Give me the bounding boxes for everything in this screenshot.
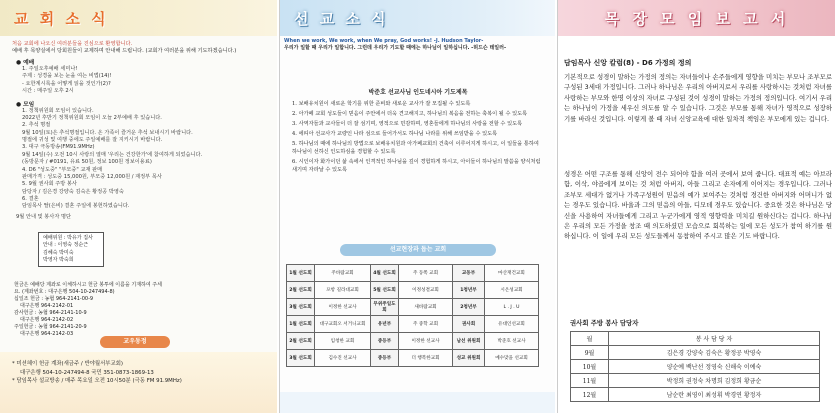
month-cell: 11월 [571, 374, 609, 388]
prayer-item: 3. 사역자들과 교사들이 더 잘 섬기며, 영적으로 민감하며, 영혼들에게 하나님의 사랑을 전할 수 있도록 [292, 121, 523, 128]
table-row [571, 388, 820, 402]
church-news-body [16, 54, 266, 221]
table-cell: 더 행복한교회 [399, 350, 453, 367]
offering-row: 대구은행 964-2142-02 [20, 317, 74, 323]
table-cell: 주 동쪽 교회 [399, 265, 453, 282]
table-cell: 1청년부 [453, 282, 485, 299]
names-cell: 양순예 백난선 정영숙 신해숙 이예숙 [609, 360, 820, 374]
service-title: 권사회 주방 봉사 담당자 [570, 319, 639, 327]
names-cell: 김은경 강양숙 김숙은 황정공 박영숙 [609, 346, 820, 360]
column-paragraph: 기본적으로 성경이 말하는 가정의 정의는 자녀들이나 손주들에게 영향을 미치는 부모나 조부모로 구성된 3세대 가정입니다. 그러나 하나님은 우리의 아버지로서 우리를 사랑하시는 것처럼 자녀를 사랑하는 부모와 한명 이상의 자녀로 구성된 것이 성경이 말하는 가정의 정의입니다. 여기서 우리는 하나님이 가정을 세우신 의도를 알 수 있습니다. 그것은 부모를 통해 자녀가 영적으로 성장하기를 바라신 것입니다. 이렇게 볼 때 자녀 신앙교육에 대한 일차적 책임은 부모에게 있는 겁니다. [564, 73, 832, 123]
table-cell: 2월 선도회 [287, 282, 315, 299]
names-cell: 박정희 권정숙 차명희 김정희 황금순 [609, 374, 820, 388]
section-heading-meetings: ● 모임 [16, 101, 35, 108]
table-cell: 2청년부 [453, 299, 485, 316]
table-row [287, 350, 539, 367]
staff-line: 박영자 박숙희 [43, 256, 74, 263]
table-cell: 교동부 [453, 265, 485, 282]
table-cell: L . J . U [485, 299, 539, 316]
staff-line: 김혜숙 박미숙 [43, 249, 74, 256]
meeting-line: 3. 대구 극동방송(FM91.9MHz) [22, 144, 95, 151]
month-cell: 12월 [571, 388, 609, 402]
offering-row: 대구은행 964-2142-01 [20, 303, 74, 309]
church-news-banner [0, 0, 277, 36]
table-cell: 성교 위원회 [453, 350, 485, 367]
mission-table [286, 264, 539, 367]
table-cell: 포항 길라대교회 [315, 282, 371, 299]
table-cell: 중등부 [371, 350, 399, 367]
table-row [287, 265, 539, 282]
footer-line: * 담임목사 설교방송 / 매주 목요일 오전 10시50분 (극동 FM 91.9MHz) [12, 378, 182, 385]
meeting-line: 판매가격 : 성도중 15,000원, 부모중 12,000원 / 재정부 목사 [22, 173, 162, 180]
table-cell: 대구교회오 서거니교회 [315, 316, 371, 333]
mission-news-banner [280, 0, 555, 36]
column-heading: 담임목사 신앙 칼럼(8) - D6 가정의 정의 [564, 59, 692, 67]
table-cell: 1월 선도회 [287, 316, 315, 333]
header-cell: 월 [571, 332, 609, 346]
meeting-line: 9월 10일(토)은 추석명절입니다. 온 가족이 즐거운 추석 보내시기 바랍니다. [22, 129, 193, 136]
meeting-line: 담당자 / 김은경 강양숙 김숙은 황정공 박영숙 [22, 188, 124, 195]
table-row [571, 360, 820, 374]
meeting-line: 명절에 귀성 및 여행 중에도 주일예배를 잘 지키시기 바랍니다. [22, 137, 163, 143]
table-cell: 이정한 선교사 [399, 333, 453, 350]
mission-news-title: 선 교 소 식 [294, 9, 389, 28]
mission-news-panel [279, 0, 555, 413]
worship-line: 1. 주일오후예배 세미나! [22, 66, 78, 72]
column-paragraph: 성경은 어떤 구조를 통해 신앙이 전수 되어야 함을 여러 곳에서 보여 줍니다. 대표적 예는 아브라함, 이삭, 야곱에게 보이는 것 처럼 아버지, 아들 그리고 손자에게 이어지는 경우입니다. 그러나 조부모 세대가 없거나 가족구성원이 믿음의 예가 보여주는 것처럼 경건한 아버지와 어머니가 없는 경우도 있습니다. 바울과 그의 믿음의 아들, 디모데 경우도 있습니다. 중요한 것은 하나님은 당신을 사용하여 자녀들에게 그리고 누군가에게 영적 영향력을 미치길 원하신다는 겁니다. 하나님은 우리의 모든 가정을 창조 때 의도하셨던 모습으로 회복하는 일에 모든 성도가 참여 하기를 원하십니다. 이 일에 우리 모든 성도들께서 동참하여 주시고 많은 기도 바랍니다. [564, 170, 832, 241]
service-table [570, 331, 820, 402]
worship-line: 시간 : 매주일 오후 2시 [22, 88, 74, 95]
meeting-line: 담임목사 딸(은비) 결혼 주일에 봉헌하였습니다. [22, 203, 130, 210]
table-cell: 이정성결교회 [399, 282, 453, 299]
quote-english: When we work, We work, when We pray, God works! -J. Hudson Taylor- [284, 38, 484, 44]
offering-row: 감사헌금 : 농협 964-2141-10-9 [14, 310, 87, 316]
names-cell: 남순란 최영이 최성휘 박경연 황정자 [609, 388, 820, 402]
table-cell: 이정한 선교사 [315, 299, 371, 316]
intro-line: 예배 후 목양실에서 당회원들이 교제하며 안내해 드립니다. (교회가 여러분을 위해 기도하겠습니다.) [12, 48, 237, 55]
staff-heading: 9월 안내 및 봉사자 명단 [16, 213, 71, 220]
month-cell: 9월 [571, 346, 609, 360]
table-cell: 주 중학 교회 [399, 316, 453, 333]
church-news-panel [0, 0, 277, 413]
prayer-item: 6. 시인이자 화가이던 삶 속에서 인격적인 하나님을 깊이 경험하게 하시고, 아이들이 하나님의 말씀을 양식처럼 새기며 자라날 수 있도록 [292, 159, 541, 174]
prayer-item: 1. 보배유치원이 새로운 학기를 위한 준비와 새로운 교사가 잘 모집될 수 있도록 [292, 101, 471, 107]
table-cell: 2월 선도회 [287, 333, 315, 350]
prayer-item: 5. 하나님의 때에 하나님의 방법으로 보배유치원과 아가페교회의 건축이 이루어지게 하시고, 이 일들을 통하여 하나님이 선하신 인도하심을 경험할 수 있도록 [292, 141, 539, 156]
footer-line: * 미션헤이 헌금 계좌(새금주 / 반야월서부교회) [12, 361, 124, 367]
prayer-title: 박준호 선교사님 인도네시아 기도제목 [368, 89, 468, 96]
table-cell: 4월 선도회 [371, 265, 399, 282]
intro-line: 처음 교회에 나오신 여러분들을 진심으로 환영합니다. [12, 41, 133, 47]
table-cell: 주바람교회 [315, 265, 371, 282]
table-cell: 3월 선도회 [287, 350, 315, 367]
group-report-panel [557, 0, 835, 413]
group-report-title: 목 장 모 임 보 고 서 [604, 9, 790, 28]
offering-row: 십일조 헌금 : 농협 964-2141-00-9 [14, 296, 94, 302]
meeting-line: 6. 결혼 [22, 196, 39, 202]
offering-intro: 헌금은 예배당 계좌로 이체하시고 헌금 봉투에 이름을 기재하여 주세요. (계좌번호 : 대구은행 504-10-247494-8) [14, 282, 162, 295]
table-cell: 3월 선도회 [287, 299, 315, 316]
table-row [287, 316, 539, 333]
offering-row: 대구은행 964-2142-03 [20, 331, 74, 337]
bottom-band [280, 392, 555, 413]
prayer-item: 4. 에띠아 선교사가 교량인 나라 섬으로 들어가서도 하나님 나라를 위해 쓰임받을 수 있도록 [292, 131, 498, 138]
prayer-item: 2. 아가페 교회 성도들이 믿음이 주안에서 더욱 견고해지고, 하나님의 복음을 전하는 축복이 될 수 있도록 [292, 111, 528, 118]
table-cell: 유대인선교회 [485, 316, 539, 333]
table-row [571, 374, 820, 388]
month-cell: 10월 [571, 360, 609, 374]
header-cell: 봉 사 담 당 자 [609, 332, 820, 346]
table-cell: 1월 선도회 [287, 265, 315, 282]
group-report-banner [558, 0, 835, 36]
table-cell: 시온성교회 [485, 282, 539, 299]
meeting-line: 9월 14일(수) 오전 10시 사랑의 열매 '우리는 건강한가'에 참여하게 되었습니다. [22, 151, 203, 158]
table-row [287, 299, 539, 316]
staff-box [38, 232, 104, 267]
section-heading-worship: ● 예배 [16, 60, 35, 66]
table-cell: 유년부 [371, 316, 399, 333]
staff-line: 안내 : 이영숙 정순근 [43, 242, 89, 249]
table-cell: 박준호 선교사 [485, 333, 539, 350]
mission-quote [284, 38, 554, 52]
quote-korean: 우리가 일할 때 우리가 일합니다. 그런데 우리가 기도할 때에는 하나님이 일하십니다. -허드슨 테일러- [284, 45, 507, 51]
meeting-line: 2. 추석 명절 [22, 122, 51, 129]
table-cell: 권사회 [453, 316, 485, 333]
church-news-intro [12, 41, 270, 55]
table-row [287, 282, 539, 299]
offering-row: 주일헌금 : 농협 964-2141-20-9 [14, 324, 87, 330]
staff-line: 예배위원 : 박유가 집사 [43, 235, 93, 241]
worship-line: - 요한계시록을 어떻게 읽을 것인가(2)? [22, 80, 111, 87]
meeting-line: 2022년 후반기 정책위원회 모임이 오늘 2부예배 후 있습니다. [22, 114, 162, 121]
table-cell: 마산재건교회 [485, 265, 539, 282]
meeting-line: 5. 9월 권사회 주방 봉사 [22, 181, 77, 188]
table-cell: 임청한 교회 [315, 333, 371, 350]
meeting-line: (동방문자 / #0191, 유료 50원, 정보 100원 정보이용료) [22, 159, 152, 166]
worship-line: 주제 : 성경을 보는 눈을 여는 비법(14)! [22, 73, 112, 80]
table-cell: 남선 위원회 [453, 333, 485, 350]
prayer-list [292, 100, 544, 177]
mission-field-pill: 선교현장과 돕는 교회 [340, 244, 496, 256]
table-cell: 새바람교회 [399, 299, 453, 316]
footer-line: 대구은행 504-10-247494-8 국민 351-0873-1869-13 [20, 369, 154, 376]
member-news-pill: 교우동정 [100, 336, 170, 348]
church-news-footer [0, 352, 277, 413]
table-cell: 중등부 [371, 333, 399, 350]
church-news-title: 교 회 소 식 [14, 9, 109, 28]
table-cell: 예수맞을 선교회 [485, 350, 539, 367]
table-row [571, 346, 820, 360]
table-cell: 김수진 선교사 [315, 350, 371, 367]
meeting-line: 1. 정책위원회 모임이 있습니다. [22, 107, 94, 114]
table-cell: 5월 선도회 [371, 282, 399, 299]
table-cell: 무위주일도회 [371, 299, 399, 316]
offering-info [14, 282, 164, 338]
table-row [287, 333, 539, 350]
table-header-row [571, 332, 820, 346]
meeting-line: 4. D6 "성도중" "부모중" 교재 판매 [22, 166, 103, 173]
